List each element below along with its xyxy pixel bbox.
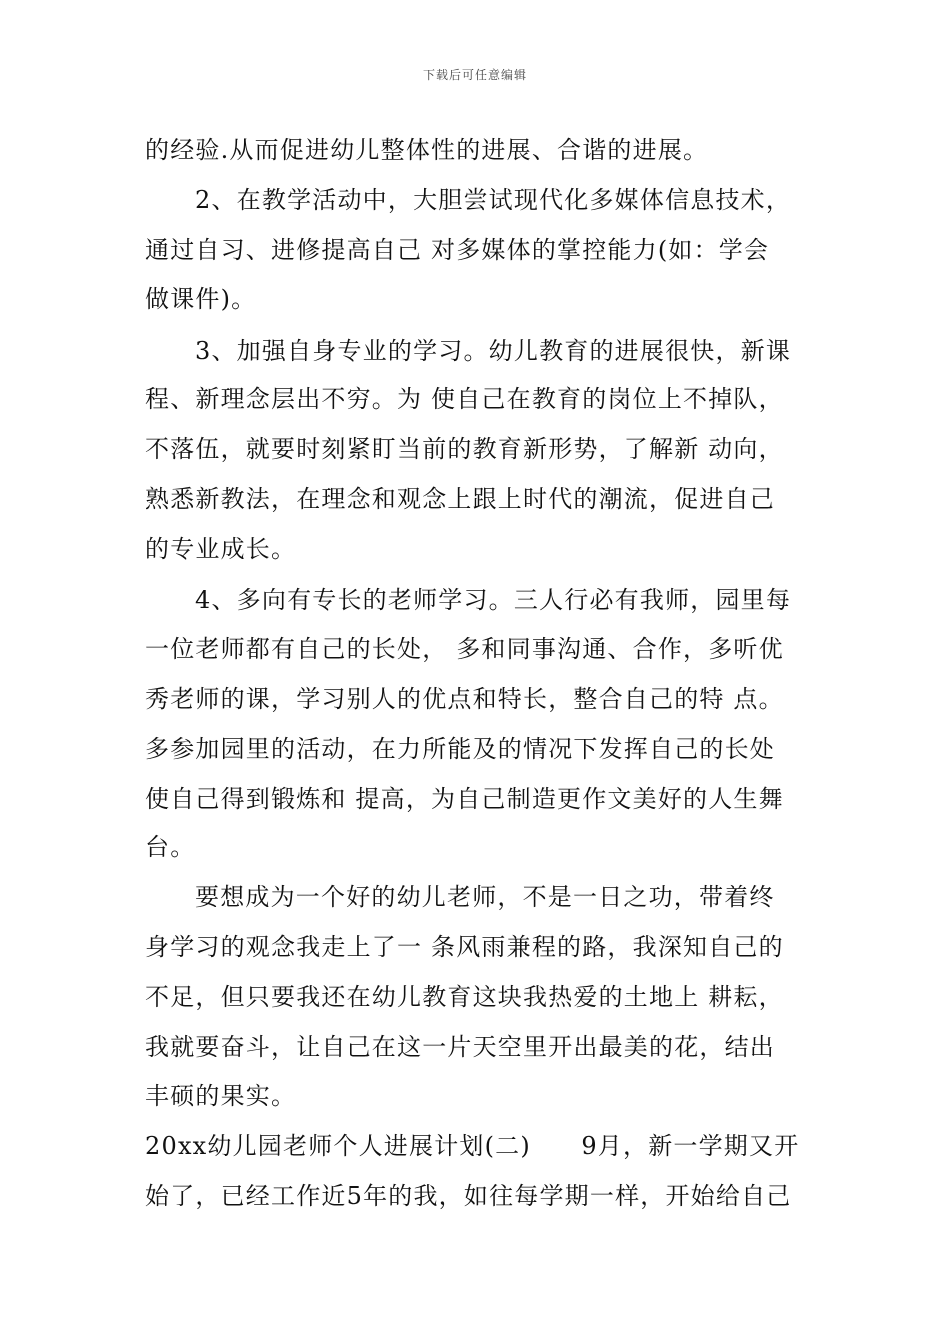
text-line: 始了，已经工作近5年的我，如往每学期一样，开始给自己 <box>145 1182 792 1210</box>
text-line: 我就要奋斗，让自己在这一片天空里开出最美的花，结出 <box>145 1033 775 1061</box>
text-line: 熟悉新教法，在理念和观念上跟上时代的潮流，促进自己 <box>145 485 775 513</box>
text-line: 程、新理念层出不穷。为 使自己在教育的岗位上不掉队， <box>145 385 784 413</box>
text-line: 20xx幼儿园老师个人进展计划(二) 9月，新一学期又开 <box>145 1132 800 1160</box>
text-line: 做课件)。 <box>145 285 257 313</box>
text-line: 秀老师的课，学习别人的优点和特长，整合自己的特 点。 <box>145 685 784 713</box>
text-line: 3、加强自身专业的学习。幼儿教育的进展很快，新课 <box>195 337 792 365</box>
text-line: 2、在教学活动中，大胆尝试现代化多媒体信息技术， <box>195 186 792 214</box>
text-line: 4、多向有专长的老师学习。三人行必有我师，园里每 <box>195 586 792 614</box>
page-header: 下载后可任意编辑 <box>422 68 527 82</box>
text-line: 通过自习、进修提高自己 对多媒体的掌控能力(如：学会 <box>145 236 770 264</box>
text-line: 的经验.从而促进幼儿整体性的进展、合谐的进展。 <box>145 136 709 164</box>
text-line: 的专业成长。 <box>145 535 297 563</box>
text-line: 要想成为一个好的幼儿老师，不是一日之功，带着终 <box>195 883 775 911</box>
text-line: 使自己得到锻炼和 提高，为自己制造更作文美好的人生舞 <box>145 785 784 813</box>
text-line: 身学习的观念我走上了一 条风雨兼程的路，我深知自己的 <box>145 933 784 961</box>
text-line: 多参加园里的活动，在力所能及的情况下发挥自己的长处 <box>145 735 775 763</box>
text-line: 丰硕的果实。 <box>145 1082 297 1110</box>
text-line: 不落伍，就要时刻紧盯当前的教育新形势，了解新 动向， <box>145 435 784 463</box>
text-line: 台。 <box>145 833 196 861</box>
text-line: 一位老师都有自己的长处， 多和同事沟通、合作，多听优 <box>145 635 784 663</box>
text-line: 不足，但只要我还在幼儿教育这块我热爱的土地上 耕耘， <box>145 983 784 1011</box>
